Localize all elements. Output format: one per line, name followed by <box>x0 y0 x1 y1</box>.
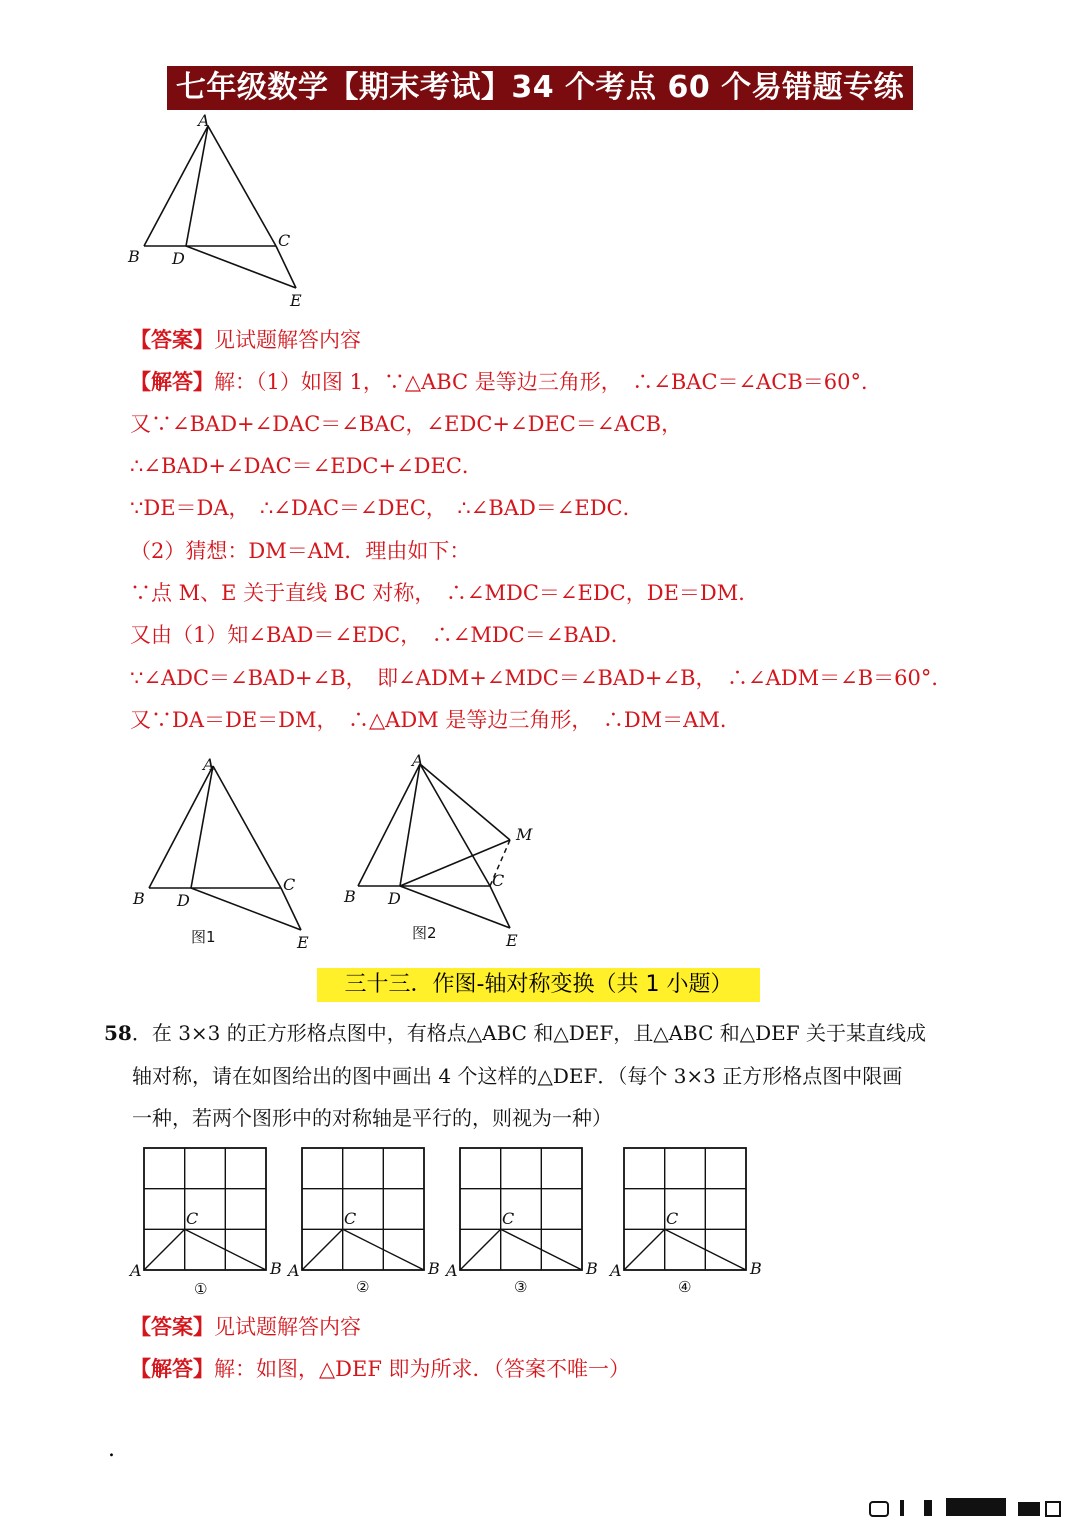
answer-tag: 【答案】 <box>130 327 214 352</box>
fig1-label-d: D <box>177 891 190 910</box>
solution-line-8: ∵∠ADC＝∠BAD+∠B， 即∠ADM+∠MDC＝∠BAD+∠B， ∴∠ADM＝∠B＝60°． <box>130 666 953 690</box>
question-text-1: ．在 3×3 的正方形格点图中，有格点△ABC 和△DEF，且△ABC 和△DEF 关于某直线成 <box>131 1021 927 1045</box>
fig1-label-a: A <box>203 755 215 774</box>
grid-2 <box>286 1148 440 1296</box>
end-mark: . <box>108 1437 115 1462</box>
fig2-caption: 图2 <box>412 924 437 942</box>
fig2-label-m: M <box>516 825 533 844</box>
grid3-label-b: B <box>586 1259 598 1278</box>
fig2-label-b: B <box>344 887 356 906</box>
figure-2 <box>340 750 550 950</box>
grid4-label-b: B <box>750 1259 762 1278</box>
fig2-label-d: D <box>388 889 401 908</box>
solution-line-7: 又由（1）知∠BAD＝∠EDC， ∴∠MDC＝∠BAD． <box>130 623 632 647</box>
answer-text: 见试题解答内容 <box>214 328 361 352</box>
grid1-label-c: C <box>186 1209 199 1228</box>
label-d: D <box>172 249 185 268</box>
label-e: E <box>290 291 302 310</box>
solution-tag: 【解答】 <box>130 369 214 394</box>
grid1-label-b: B <box>270 1259 282 1278</box>
section-heading: 三十三．作图-轴对称变换（共 1 小题） <box>317 968 760 1002</box>
grid1-caption: ① <box>194 1280 208 1298</box>
fig2-label-e: E <box>506 931 518 950</box>
page-title: 七年级数学【期末考试】34 个考点 60 个易错题专练 <box>167 66 913 110</box>
solution-line-6: ∵点 M、E 关于直线 BC 对称， ∴∠MDC＝∠EDC，DE＝DM． <box>130 581 760 605</box>
figure-triangle-top <box>120 112 320 312</box>
fig1-label-e: E <box>297 933 309 952</box>
grid4-label-a: A <box>610 1261 622 1280</box>
grid3-label-c: C <box>502 1209 515 1228</box>
grid4-label-c: C <box>666 1209 679 1228</box>
solution-line-9: 又∵DA＝DE＝DM， ∴△ADM 是等边三角形， ∴DM＝AM． <box>130 708 741 732</box>
solution-line-1 <box>130 367 882 397</box>
grid-3 <box>444 1148 598 1296</box>
grid2-caption: ② <box>356 1278 370 1296</box>
solution-line-5: （2）猜想：DM＝AM．理由如下： <box>130 539 471 563</box>
fig1-label-b: B <box>133 889 145 908</box>
fig2-label-a: A <box>412 751 424 770</box>
grid3-caption: ③ <box>514 1278 528 1296</box>
grid-1 <box>128 1148 282 1298</box>
label-b: B <box>128 247 140 266</box>
grid3-label-a: A <box>446 1261 458 1280</box>
fig1-label-c: C <box>283 875 296 894</box>
grid2-label-c: C <box>344 1209 357 1228</box>
solution-text-1: 解：（1）如图 1，∵△ABC 是等边三角形， ∴∠BAC＝∠ACB＝60°． <box>214 370 883 394</box>
grid2-label-b: B <box>428 1259 440 1278</box>
grid1-label-a: A <box>130 1261 142 1280</box>
answer2-line <box>130 1312 361 1342</box>
question-line-1 <box>104 1018 926 1048</box>
fig1-caption: 图1 <box>191 928 216 946</box>
question-line-2: 轴对称，请在如图给出的图中画出 4 个这样的△DEF．（每个 3×3 正方形格点图中限画 <box>132 1064 903 1088</box>
grid-4 <box>608 1148 762 1296</box>
answer-line <box>130 325 361 355</box>
solution-line-2: 又∵∠BAD+∠DAC＝∠BAC，∠EDC+∠DEC＝∠ACB， <box>130 412 683 436</box>
figure-1 <box>125 752 325 952</box>
solution2-text: 解：如图，△DEF 即为所求．（答案不唯一） <box>214 1357 631 1381</box>
grid4-caption: ④ <box>678 1278 692 1296</box>
answer2-tag: 【答案】 <box>130 1314 214 1339</box>
fig2-label-c: C <box>492 871 505 890</box>
question-number: 58 <box>104 1021 132 1045</box>
grid2-label-a: A <box>288 1261 300 1280</box>
solution-line-4: ∵DE＝DA， ∴∠DAC＝∠DEC， ∴∠BAD＝∠EDC． <box>130 496 644 520</box>
answer2-text: 见试题解答内容 <box>214 1315 361 1339</box>
grid-figures <box>120 1140 780 1300</box>
solution-line-3: ∴∠BAD+∠DAC＝∠EDC+∠DEC． <box>130 454 483 478</box>
label-a: A <box>198 112 210 130</box>
solution2-tag: 【解答】 <box>130 1356 214 1381</box>
question-line-3: 一种，若两个图形中的对称轴是平行的，则视为一种） <box>132 1106 612 1130</box>
solution2-line <box>130 1354 630 1384</box>
label-c: C <box>278 231 291 250</box>
viewer-toolbar-icon[interactable] <box>868 1494 1064 1520</box>
